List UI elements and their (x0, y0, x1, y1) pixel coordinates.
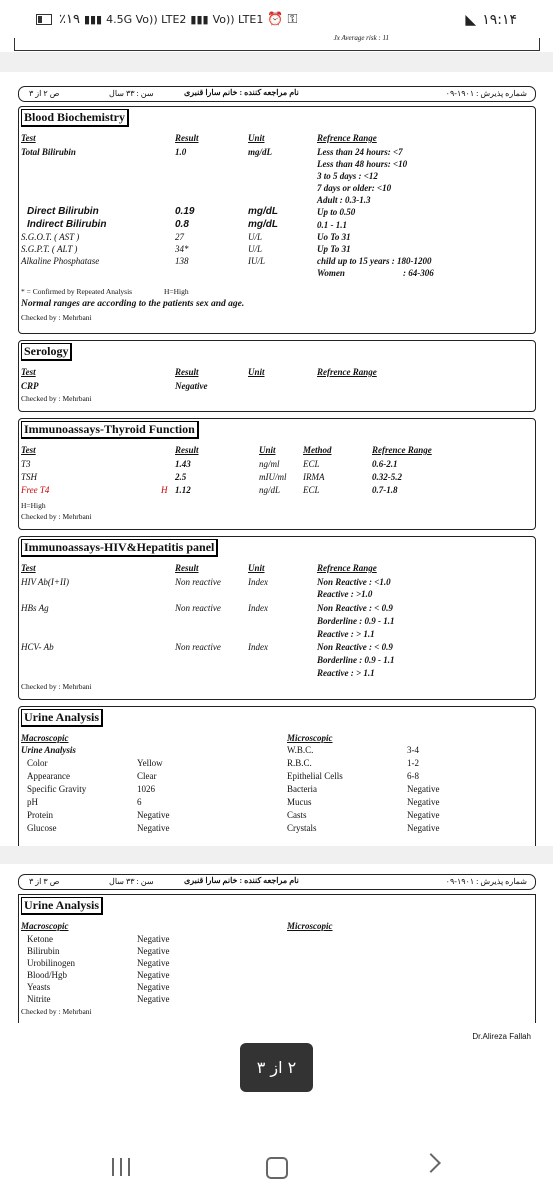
macro-key: Appearance (27, 771, 70, 781)
macro-key: Nitrite (27, 994, 51, 1004)
result-t3: 1.43 (175, 459, 191, 469)
page-number: ص ۲ از ۳ (29, 89, 60, 98)
method-tsh: IRMA (303, 472, 325, 482)
macro-value: Negative (137, 823, 170, 833)
section-hiv-hepatitis (18, 536, 536, 700)
checked-by: Checked by : Mehrbani (21, 682, 92, 691)
test-hiv: HIV Ab(I+II) (21, 577, 69, 587)
section-serology (18, 340, 536, 412)
section-title: Blood Biochemistry (21, 109, 129, 127)
report-viewer[interactable] (14, 34, 538, 1016)
test-hbsag: HBs Ag (21, 603, 49, 613)
patient-age: سن : ۳۳ سال (109, 89, 154, 98)
range-line: 3 to 5 days : <12 (317, 171, 378, 181)
doctor-signature: Dr.Alireza Fallah (472, 1032, 531, 1041)
result-hcv: Non reactive (175, 642, 221, 652)
range-line: Reactive : >1.0 (317, 589, 373, 599)
col-result: Result (175, 367, 199, 377)
admission-number: شماره پذیرش : ۱۹۰۱-۰۹ (445, 89, 527, 98)
footnote-confirmed: * = Confirmed by Repeated Analysis (21, 287, 133, 296)
test-direct-bilirubin: Direct Bilirubin (27, 206, 99, 217)
result-direct-bilirubin: 0.19 (175, 206, 195, 217)
result-alp: 138 (175, 256, 189, 266)
home-icon[interactable] (266, 1157, 288, 1179)
patient-header (18, 86, 536, 102)
macro-key: Color (27, 758, 48, 768)
micro-key: Bacteria (287, 784, 317, 794)
col-method: Method (303, 445, 332, 455)
page-number: ص ۳ از ۳ (29, 877, 60, 886)
micro-value: Negative (407, 823, 440, 833)
page-gap (0, 846, 553, 864)
report-page-2 (14, 72, 538, 884)
macro-value: Negative (137, 958, 170, 968)
section-title: Serology (21, 343, 72, 361)
test-crp: CRP (21, 381, 39, 391)
unit-alt: U/L (248, 244, 263, 254)
test-t3: T3 (21, 459, 31, 469)
test-indirect-bilirubin: Indirect Bilirubin (27, 219, 107, 230)
macro-value: Negative (137, 994, 170, 1004)
col-range: Refrence Range (372, 445, 432, 455)
section-title: Urine Analysis (21, 897, 103, 915)
navigation-bar (0, 1140, 553, 1200)
battery-percent: ٪۱۹ (59, 12, 80, 27)
macro-value: Yellow (137, 758, 163, 768)
macro-key: Specific Gravity (27, 784, 87, 794)
result-ast: 27 (175, 232, 184, 242)
battery-icon (36, 14, 52, 25)
wifi-icon: ◣ (465, 12, 477, 28)
unit-free-t4: ng/dL (259, 485, 281, 495)
range-line: Non Reactive : < 0.9 (317, 642, 393, 652)
signal-icon-2: ▮▮▮ (190, 13, 209, 26)
unit-direct-bilirubin: mg/dL (248, 206, 278, 217)
checked-by: Checked by : Mehrbani (21, 1007, 92, 1016)
range-line: Less than 24 hours: <7 (317, 147, 403, 157)
section-urine-analysis (18, 706, 536, 850)
range-alp-women-label: Women (317, 268, 345, 278)
range-line: Borderline : 0.9 - 1.1 (317, 616, 395, 626)
col-unit: Unit (259, 445, 276, 455)
range-line: Less than 48 hours: <10 (317, 159, 408, 169)
macro-value: Negative (137, 934, 170, 944)
macro-value: 6 (137, 797, 142, 807)
test-free-t4: Free T4 (21, 485, 50, 495)
status-right (465, 12, 517, 28)
section-blood-biochemistry (18, 106, 536, 334)
col-range: Refrence Range (317, 133, 377, 143)
micro-value: Negative (407, 810, 440, 820)
micro-key: R.B.C. (287, 758, 312, 768)
network-label-2: Vo)) LTE1 (212, 13, 264, 26)
result-alt: 34* (175, 244, 189, 254)
patient-header (18, 874, 536, 890)
micro-value: 6-8 (407, 771, 419, 781)
key-icon: ⚿ (287, 12, 298, 27)
col-result: Result (175, 445, 199, 455)
macro-value: Negative (137, 810, 170, 820)
test-alp: Alkaline Phosphatase (21, 256, 100, 266)
micro-key: Epithelial Cells (287, 771, 343, 781)
unit-alp: IU/L (248, 256, 266, 266)
range-alt: Up To 31 (317, 244, 351, 254)
test-ast: S.G.O.T. ( AST ) (21, 232, 80, 242)
col-test: Test (21, 445, 36, 455)
unit-ast: U/L (248, 232, 263, 242)
macro-value: Negative (137, 946, 170, 956)
patient-name: نام مراجعه کننده : خانم سارا قنبری (184, 88, 299, 97)
col-result: Result (175, 133, 199, 143)
result-total-bilirubin: 1.0 (175, 147, 187, 157)
col-range: Refrence Range (317, 563, 377, 573)
macro-key: pH (27, 797, 38, 807)
range-alp: child up to 15 years : 180-1200 (317, 256, 432, 266)
col-result: Result (175, 563, 199, 573)
unit-indirect-bilirubin: mg/dL (248, 219, 278, 230)
unit-total-bilirubin: mg/dL (248, 147, 272, 157)
col-test: Test (21, 133, 36, 143)
micro-value: Negative (407, 797, 440, 807)
col-range: Refrence Range (317, 367, 377, 377)
back-icon[interactable] (421, 1153, 441, 1173)
checked-by: Checked by : Mehrbani (21, 512, 92, 521)
section-urine-analysis-continued (18, 894, 536, 1023)
macro-value: Negative (137, 982, 170, 992)
test-tsh: TSH (21, 472, 38, 482)
macroscopic-heading: Macroscopic (21, 733, 69, 743)
network-label-1: 4.5G Vo)) LTE2 (106, 13, 187, 26)
macro-key: Urobilinogen (27, 958, 75, 968)
report-page-3 (14, 864, 538, 1038)
range-tsh: 0.32-5.2 (372, 472, 402, 482)
unit-t3: ng/ml (259, 459, 280, 469)
col-unit: Unit (248, 133, 265, 143)
macro-key: Yeasts (27, 982, 51, 992)
macro-value: 1026 (137, 784, 155, 794)
macro-value: Negative (137, 970, 170, 980)
result-hbsag: Non reactive (175, 603, 221, 613)
micro-key: W.B.C. (287, 745, 314, 755)
recent-apps-icon[interactable] (112, 1158, 132, 1176)
result-crp: Negative (175, 381, 208, 391)
page-gap (0, 52, 553, 72)
normal-ranges-note: Normal ranges are according to the patients sex and age. (21, 299, 245, 309)
test-alt: S.G.P.T. ( ALT ) (21, 244, 78, 254)
previous-page-fragment (14, 34, 540, 51)
status-left (36, 12, 297, 27)
footnote-high: H=High (164, 287, 189, 296)
macroscopic-heading: Macroscopic (21, 921, 69, 931)
col-test: Test (21, 563, 36, 573)
admission-number: شماره پذیرش : ۱۹۰۱-۰۹ (445, 877, 527, 886)
unit-hiv: Index (248, 577, 268, 587)
range-line: Borderline : 0.9 - 1.1 (317, 655, 395, 665)
range-line: Non Reactive : < 0.9 (317, 603, 393, 613)
checked-by: Checked by : Mehrbani (21, 313, 92, 322)
range-t3: 0.6-2.1 (372, 459, 398, 469)
range-line: 7 days or older: <10 (317, 183, 392, 193)
urine-analysis-subheading: Urine Analysis (21, 745, 76, 755)
micro-value: 1-2 (407, 758, 419, 768)
clock: ۱۹:۱۴ (482, 12, 517, 28)
range-line: Reactive : > 1.1 (317, 629, 375, 639)
patient-name: نام مراجعه کننده : خانم سارا قنبری (184, 876, 299, 885)
col-unit: Unit (248, 563, 265, 573)
micro-key: Casts (287, 810, 307, 820)
range-line: Adult : 0.3-1.3 (317, 195, 371, 205)
result-free-t4: 1.12 (175, 485, 191, 495)
range-line: Reactive : > 1.1 (317, 668, 375, 678)
range-ast: Uo To 31 (317, 232, 351, 242)
alarm-icon: ⏰ (267, 12, 284, 27)
section-title: Immunoassays-HIV&Hepatitis panel (21, 539, 218, 557)
range-direct-bilirubin: Up to 0.50 (317, 207, 356, 217)
unit-tsh: mIU/ml (259, 472, 287, 482)
method-free-t4: ECL (303, 485, 320, 495)
footnote-high: H=High (21, 501, 46, 510)
range-indirect-bilirubin: 0.1 - 1.1 (317, 220, 347, 230)
unit-hbsag: Index (248, 603, 268, 613)
macro-key: Glucose (27, 823, 57, 833)
micro-key: Crystals (287, 823, 317, 833)
macro-key: Ketone (27, 934, 53, 944)
section-thyroid-function (18, 418, 536, 530)
status-bar (0, 0, 553, 42)
range-free-t4: 0.7-1.8 (372, 485, 398, 495)
range-alp-women: : 64-306 (403, 268, 434, 278)
micro-value: 3-4 (407, 745, 419, 755)
micro-key: Mucus (287, 797, 312, 807)
method-t3: ECL (303, 459, 320, 469)
micro-value: Negative (407, 784, 440, 794)
col-unit: Unit (248, 367, 265, 377)
macro-value: Clear (137, 771, 157, 781)
patient-age: سن : ۳۳ سال (109, 877, 154, 886)
macro-key: Bilirubin (27, 946, 60, 956)
checked-by: Checked by : Mehrbani (21, 394, 92, 403)
unit-hcv: Index (248, 642, 268, 652)
col-test: Test (21, 367, 36, 377)
result-hiv: Non reactive (175, 577, 221, 587)
result-indirect-bilirubin: 0.8 (175, 219, 189, 230)
fragment-text: Jx Average risk : 11 (333, 34, 389, 42)
page-indicator: ۲ از ۳ (240, 1043, 313, 1092)
macro-key: Protein (27, 810, 53, 820)
section-title: Immunoassays-Thyroid Function (21, 421, 199, 439)
flag-free-t4: H (161, 485, 168, 495)
test-hcv: HCV- Ab (21, 642, 54, 652)
range-line: Non Reactive : <1.0 (317, 577, 391, 587)
microscopic-heading: Microscopic (287, 921, 333, 931)
test-total-bilirubin: Total Bilirubin (21, 147, 76, 157)
section-title: Urine Analysis (21, 709, 103, 727)
signal-icon: ▮▮▮ (83, 13, 103, 26)
microscopic-heading: Microscopic (287, 733, 333, 743)
result-tsh: 2.5 (175, 472, 187, 482)
macro-key: Blood/Hgb (27, 970, 68, 980)
